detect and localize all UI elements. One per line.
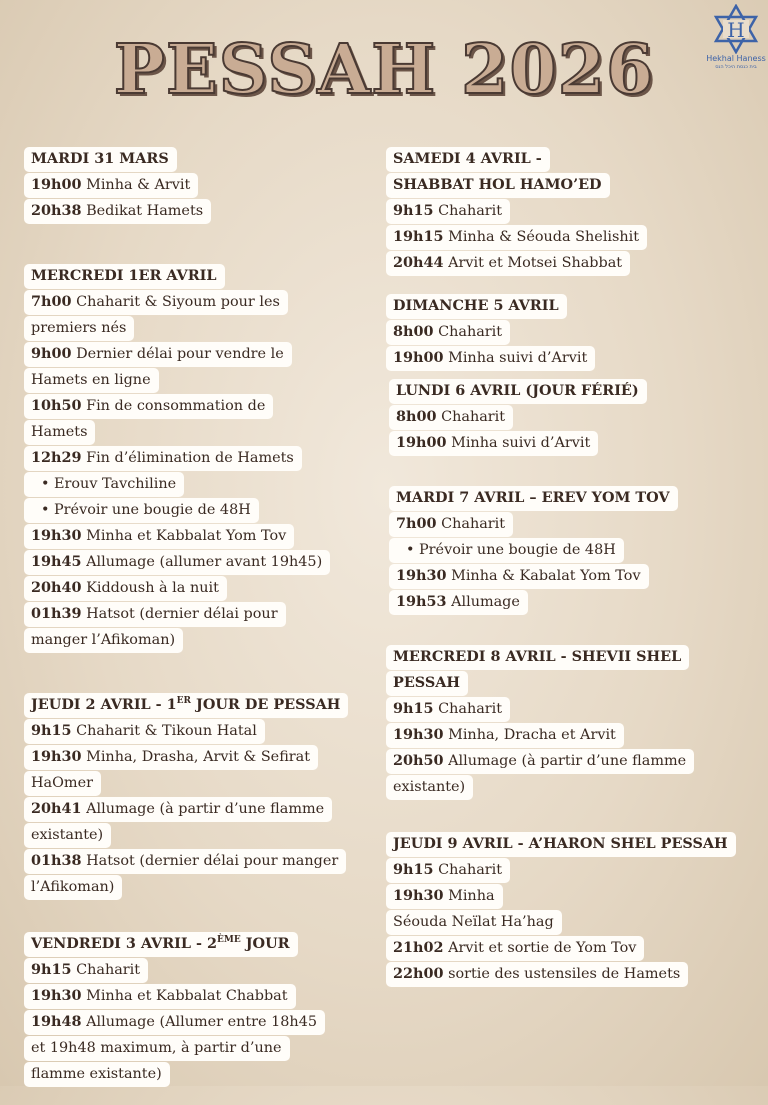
schedule-item: 19h53 Allumage xyxy=(389,590,528,615)
schedule-item: 19h30 Minha xyxy=(386,884,503,909)
schedule-item-continued: Hamets xyxy=(24,420,95,445)
bullet-item: • Prévoir une bougie de 48H xyxy=(24,498,259,523)
schedule-item: 9h00 Dernier délai pour vendre le xyxy=(24,342,292,367)
schedule-item: 7h00 Chaharit xyxy=(389,512,513,537)
schedule-item-continued: flamme existante) xyxy=(24,1062,170,1087)
schedule-item-continued: HaOmer xyxy=(24,771,101,796)
schedule-item-continued: existante) xyxy=(386,775,473,800)
logo-name: Hekhal Haness xyxy=(706,54,766,63)
schedule-item: 9h15 Chaharit xyxy=(24,958,148,983)
schedule-item: 9h15 Chaharit xyxy=(386,199,510,224)
schedule-item: 19h30 Minha et Kabbalat Chabbat xyxy=(24,984,296,1009)
day-section-lundi-6-avril xyxy=(386,379,756,456)
schedule-item: 9h15 Chaharit xyxy=(386,697,510,722)
schedule-item: 19h15 Minha & Séouda Shelishit xyxy=(386,225,647,250)
schedule-item: 19h30 Minha et Kabbalat Yom Tov xyxy=(24,524,294,549)
schedule-item: 20h40 Kiddoush à la nuit xyxy=(24,576,227,601)
hekhal-haness-logo xyxy=(705,4,767,71)
schedule-item: 19h30 Minha, Drasha, Arvit & Sefirat xyxy=(24,745,318,770)
day-heading: MARDI 31 MARS xyxy=(24,147,177,172)
schedule-item-continued: Séouda Neïlat Ha’hag xyxy=(386,910,562,935)
day-heading: VENDREDI 3 AVRIL - 2ÈME JOUR xyxy=(24,932,298,957)
bullet-item: • Erouv Tavchiline xyxy=(24,472,184,497)
schedule-item: 8h00 Chaharit xyxy=(386,320,510,345)
schedule-item: 9h15 Chaharit xyxy=(386,858,510,883)
day-heading: MARDI 7 AVRIL – EREV YOM TOV xyxy=(389,486,678,511)
schedule-item: 19h00 Minha & Arvit xyxy=(24,173,198,198)
star-of-david-icon xyxy=(713,4,759,54)
day-heading-continued: SHABBAT HOL HAMO’ED xyxy=(386,173,610,198)
schedule-item: 9h15 Chaharit & Tikoun Hatal xyxy=(24,719,265,744)
day-heading-continued: PESSAH xyxy=(386,671,468,696)
schedule-item: 8h00 Chaharit xyxy=(389,405,513,430)
logo-subtitle: בית כנסת היכל הנס xyxy=(715,64,757,70)
day-heading: JEUDI 9 AVRIL - A’HARON SHEL PESSAH xyxy=(386,832,736,857)
day-section-mercredi-1er-avril xyxy=(24,264,374,653)
day-section-vendredi-3-avril xyxy=(24,932,374,1087)
schedule-item: 10h50 Fin de consommation de xyxy=(24,394,273,419)
day-section-mardi-7-avril xyxy=(386,486,756,615)
day-heading: MERCREDI 8 AVRIL - SHEVII SHEL xyxy=(386,645,689,670)
left-column xyxy=(24,147,374,1105)
schedule-item: 01h39 Hatsot (dernier délai pour xyxy=(24,602,286,627)
schedule-item: 7h00 Chaharit & Siyoum pour les xyxy=(24,290,288,315)
schedule-item: 20h41 Allumage (à partir d’une flamme xyxy=(24,797,332,822)
day-section-mardi-31-mars xyxy=(24,147,374,224)
schedule-item: 19h48 Allumage (Allumer entre 18h45 xyxy=(24,1010,325,1035)
schedule-item-continued: et 19h48 maximum, à partir d’une xyxy=(24,1036,290,1061)
day-heading: DIMANCHE 5 AVRIL xyxy=(386,294,567,319)
schedule-item: 12h29 Fin d’élimination de Hamets xyxy=(24,446,302,471)
schedule-item-continued: l’Afikoman) xyxy=(24,875,122,900)
right-column xyxy=(386,147,756,1005)
day-section-jeudi-9-avril xyxy=(386,832,756,987)
day-heading: JEUDI 2 AVRIL - 1ER JOUR DE PESSAH xyxy=(24,693,348,718)
schedule-item-continued: premiers nés xyxy=(24,316,134,341)
day-section-jeudi-2-avril xyxy=(24,693,374,900)
schedule-item: 19h30 Minha & Kabalat Yom Tov xyxy=(389,564,649,589)
day-section-dimanche-5-avril xyxy=(386,294,756,371)
schedule-item: 01h38 Hatsot (dernier délai pour manger xyxy=(24,849,346,874)
schedule-item-continued: Hamets en ligne xyxy=(24,368,159,393)
schedule-item-continued: existante) xyxy=(24,823,111,848)
day-section-samedi-4-avril xyxy=(386,147,756,276)
schedule-item: 20h38 Bedikat Hamets xyxy=(24,199,211,224)
schedule-item: 21h02 Arvit et sortie de Yom Tov xyxy=(386,936,644,961)
schedule-item: 22h00 sortie des ustensiles de Hamets xyxy=(386,962,688,987)
schedule-item: 19h00 Minha suivi d’Arvit xyxy=(386,346,595,371)
schedule-item: 20h50 Allumage (à partir d’une flamme xyxy=(386,749,694,774)
schedule-item-continued: manger l’Afikoman) xyxy=(24,628,183,653)
schedule-item: 19h00 Minha suivi d’Arvit xyxy=(389,431,598,456)
bullet-item: • Prévoir une bougie de 48H xyxy=(389,538,624,563)
day-heading: MERCREDI 1ER AVRIL xyxy=(24,264,225,289)
svg-text:H: H xyxy=(727,18,745,42)
schedule-item: 19h30 Minha, Dracha et Arvit xyxy=(386,723,624,748)
schedule-item: 19h45 Allumage (allumer avant 19h45) xyxy=(24,550,330,575)
day-section-mercredi-8-avril xyxy=(386,645,756,800)
day-heading: LUNDI 6 AVRIL (JOUR FÉRIÉ) xyxy=(389,379,647,404)
schedule-item: 20h44 Arvit et Motsei Shabbat xyxy=(386,251,630,276)
day-heading: SAMEDI 4 AVRIL - xyxy=(386,147,550,172)
page-title: PESSAH 2026 xyxy=(113,30,655,110)
